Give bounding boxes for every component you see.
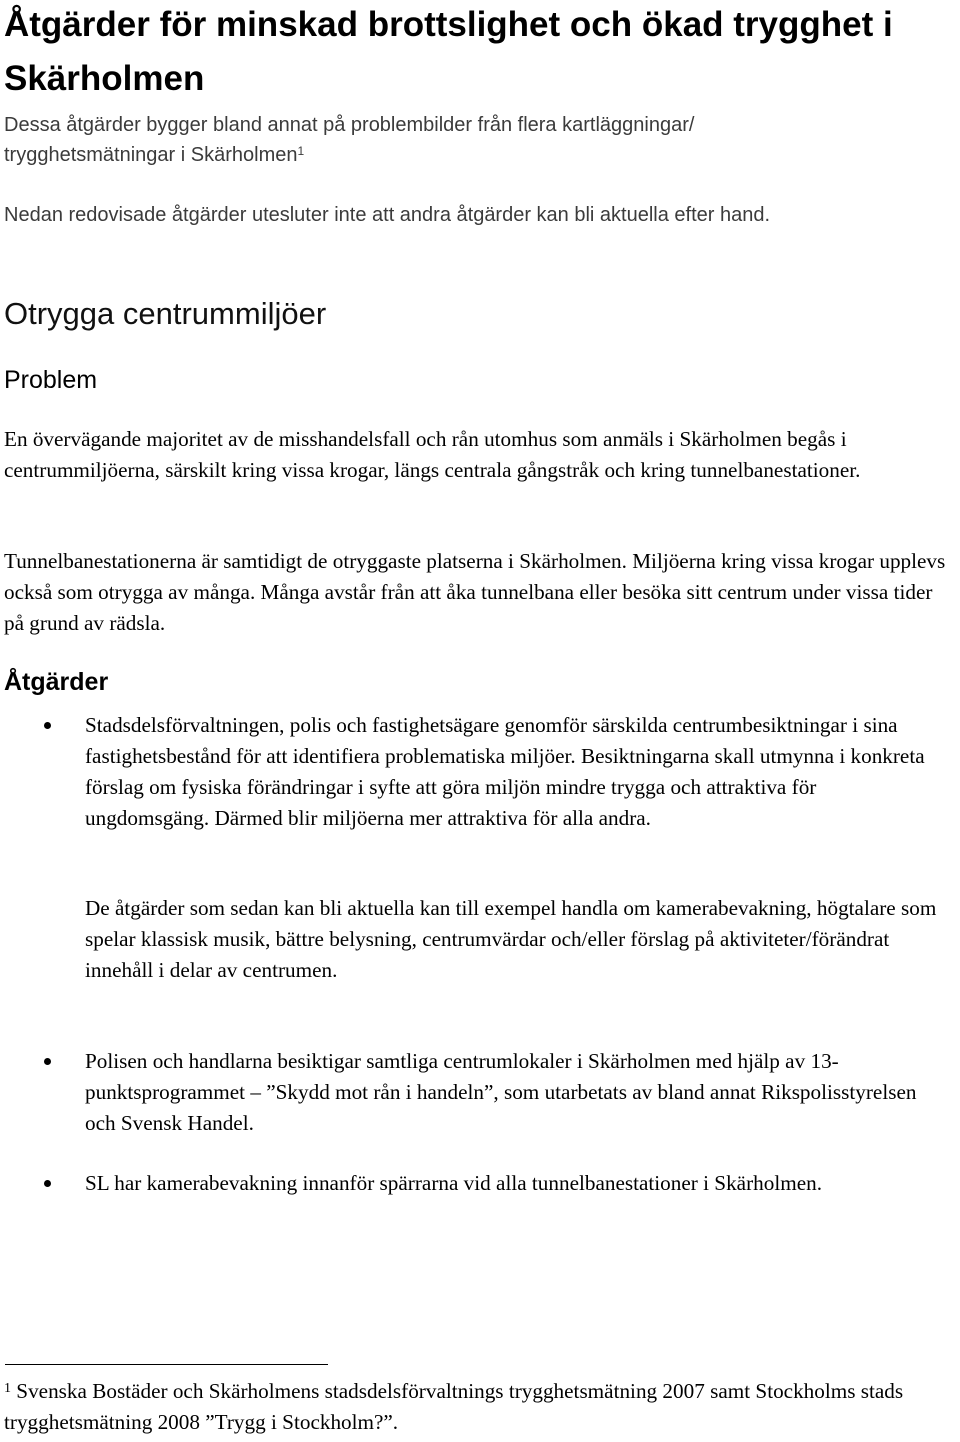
intro-line-2: trygghetsmätningar i Skärholmen	[4, 144, 298, 166]
bullet-icon	[44, 1058, 51, 1065]
bullet-icon	[44, 722, 51, 729]
measure-continuation: De åtgärder som sedan kan bli aktuella kan till exempel handla om kamerabevakning, högtalare som spelar klassisk musik, bättre belysning, centrumvärdar och/eller förslag på aktiviteter/förändrat innehåll i delar av centrumen.	[85, 896, 937, 982]
measure-text: Polisen och handlarna besiktigar samtliga centrumlokaler i Skärholmen med hjälp av 13-punktsprogrammet – ”Skydd mot rån i handeln”, som utarbetats av bland annat Rikspolisstyrelsen och Svensk Handel.	[85, 1049, 917, 1135]
footnote-text: Svenska Bostäder och Skärholmens stadsdelsförvaltnings trygghetsmätning 2007 samt Stockholms stads trygghetsmätning 2008 ”Trygg i Stockholm?”.	[4, 1379, 904, 1434]
problem-paragraph-2: Tunnelbanestationerna är samtidigt de otryggaste platserna i Skärholmen. Miljöerna kring vissa krogar upplevs också som otrygga av många. Många avstår från att åka tunnelbana eller besöka sitt centrum under vissa tider på grund av rädsla.	[4, 549, 946, 635]
section-heading: Otrygga centrummiljöer	[4, 296, 327, 331]
footnote	[4, 1376, 959, 1438]
intro-text	[4, 110, 944, 170]
measure-text: Stadsdelsförvaltningen, polis och fastighetsägare genomför särskilda centrumbesiktningar i sina fastighetsbestånd för att identifiera problematiska miljöer. Besiktningarna skall utmynna i konkreta förslag om fysiska förändringar i syfte att göra miljön mindre trygga och attraktiva för ungdomsgäng. Därmed blir miljöerna mer attraktiva för alla andra.	[85, 713, 925, 830]
intro-line-1: Dessa åtgärder bygger bland annat på problembilder från flera kartläggningar/	[4, 114, 695, 136]
intro-disclaimer: Nedan redovisade åtgärder utesluter inte att andra åtgärder kan bli aktuella efter hand.	[4, 204, 771, 226]
footnote-number: 1	[4, 1381, 11, 1396]
footnote-divider	[5, 1364, 328, 1365]
measures-heading: Åtgärder	[4, 668, 109, 696]
document-title: Åtgärder för minskad brottslighet och ökad trygghet i Skärholmen	[4, 5, 893, 98]
bullet-icon	[44, 1180, 51, 1187]
problem-paragraph-1: En övervägande majoritet av de misshandelsfall och rån utomhus som anmäls i Skärholmen begås i centrummiljöerna, särskilt kring vissa krogar, längs centrala gångstråk och kring tunnelbanestationer.	[4, 427, 861, 482]
problem-heading: Problem	[4, 366, 98, 394]
measure-text: SL har kamerabevakning innanför spärrarna vid alla tunnelbanestationer i Skärholmen.	[85, 1171, 822, 1195]
footnote-reference: 1	[297, 144, 305, 158]
